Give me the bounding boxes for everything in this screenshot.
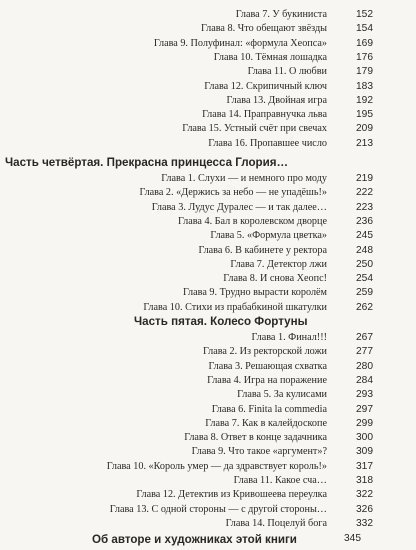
- page-number: 236: [356, 215, 373, 227]
- toc-entry[interactable]: [182, 287, 373, 299]
- chapter-title: Глава 9. Трудно вырасти королём: [182, 287, 327, 299]
- chapter-title: Глава 5. За кулисами: [237, 389, 327, 401]
- page-number: 183: [356, 80, 373, 92]
- chapter-title: Глава 16. Пропавшее число: [208, 137, 327, 149]
- page-number: 209: [356, 123, 373, 135]
- chapter-title: Глава 8. Ответ в конце задачника: [184, 432, 327, 444]
- chapter-title: Глава 13. Двойная игра: [226, 94, 327, 106]
- page-number: 267: [356, 332, 373, 343]
- page-number: 293: [356, 389, 373, 401]
- toc-entry[interactable]: [247, 66, 373, 78]
- toc-entry[interactable]: [151, 201, 373, 213]
- chapter-title: Глава 14. Поцелуй бога: [225, 517, 327, 529]
- chapter-title: Глава 5. «Формула цветка»: [210, 230, 327, 242]
- page-number: 326: [356, 503, 373, 515]
- chapter-title: Глава 3. Лудус Дуралес — и так далее…: [151, 201, 327, 213]
- page-number: 254: [356, 273, 373, 285]
- toc-entry[interactable]: [198, 244, 373, 256]
- page-number: 152: [356, 9, 373, 20]
- page-number: 297: [356, 403, 373, 415]
- toc-entry-about-authors[interactable]: [92, 533, 361, 546]
- toc-entry[interactable]: [208, 360, 373, 372]
- toc-entry[interactable]: [136, 489, 373, 501]
- chapter-title: Глава 9. Что такое «аргумент»?: [191, 446, 327, 458]
- toc-entry[interactable]: [153, 37, 373, 49]
- chapter-title: Глава 8. И снова Хеопс!: [223, 273, 327, 285]
- toc-entry[interactable]: [237, 389, 373, 401]
- page-number: 195: [356, 109, 373, 121]
- chapter-title: Глава 2. «Держись за небо — не упадёшь!»: [139, 187, 327, 199]
- chapter-title: Глава 1. Слухи — и немного про моду: [161, 173, 327, 184]
- page-number: 299: [356, 417, 373, 429]
- page-number: 223: [356, 201, 373, 213]
- chapter-title: Глава 7. У букиниста: [235, 9, 327, 20]
- chapter-title: Глава 12. Детектив из Кривошеева переулка: [136, 489, 327, 501]
- chapter-title: Глава 10. Стихи из прабабкиной шкатулки: [143, 301, 327, 313]
- toc-entry[interactable]: [205, 417, 373, 429]
- chapter-title: Глава 6. Finita la commedia: [211, 403, 327, 415]
- page-number: 277: [356, 346, 373, 358]
- chapter-title: Глава 7. Детектор лжи: [230, 258, 327, 270]
- toc-entry[interactable]: [223, 273, 373, 285]
- toc-entry[interactable]: [235, 9, 373, 20]
- page-number: 259: [356, 287, 373, 299]
- page-number: 219: [356, 173, 373, 184]
- page-number: 213: [356, 137, 373, 149]
- toc-entry[interactable]: [143, 301, 373, 313]
- toc-entry[interactable]: [202, 109, 373, 121]
- chapter-title: Глава 7. Как в калейдоскопе: [205, 417, 327, 429]
- toc-entry[interactable]: [109, 503, 373, 515]
- toc-entry[interactable]: [184, 432, 373, 444]
- page-number: 318: [356, 475, 373, 486]
- page-number: 250: [356, 258, 373, 270]
- toc-entry[interactable]: [207, 374, 373, 386]
- toc-entry[interactable]: [213, 51, 373, 63]
- toc-entry[interactable]: [230, 258, 373, 270]
- page-number: 248: [356, 244, 373, 256]
- toc-entry[interactable]: [210, 230, 373, 242]
- toc-entry[interactable]: [191, 446, 373, 458]
- page-number: 192: [356, 94, 373, 106]
- toc-entry[interactable]: [211, 403, 373, 415]
- page-number: 309: [356, 446, 373, 458]
- page-number: 176: [356, 51, 373, 63]
- chapter-title: Глава 4. Бал в королевском дворце: [178, 215, 327, 227]
- page-number: 154: [356, 23, 373, 35]
- page-number: 280: [356, 360, 373, 372]
- chapter-title: Глава 14. Праправнучка льва: [202, 109, 327, 121]
- chapter-title: Глава 10. «Король умер — да здравствует король!»: [106, 460, 327, 472]
- toc-entry[interactable]: [204, 80, 373, 92]
- toc-entry[interactable]: [178, 215, 373, 227]
- toc-entry[interactable]: [226, 94, 373, 106]
- chapter-title: Глава 8. Что обещают звёзды: [201, 23, 327, 35]
- toc-entry[interactable]: [208, 137, 373, 149]
- part-title: Часть пятая. Колесо Фортуны: [134, 315, 308, 328]
- page-number: 322: [356, 489, 373, 501]
- toc-entry[interactable]: [201, 23, 373, 35]
- page-number: 169: [356, 37, 373, 49]
- page-number: 345: [344, 533, 361, 544]
- toc-entry[interactable]: [233, 475, 373, 486]
- toc-entry[interactable]: [106, 460, 373, 472]
- chapter-title: Глава 13. С одной стороны — с другой стороны…: [109, 503, 327, 515]
- page-number: 317: [356, 460, 373, 472]
- page-number: 332: [356, 517, 373, 529]
- toc-entry[interactable]: [161, 173, 373, 184]
- toc-entry[interactable]: [182, 123, 373, 135]
- page-number: 300: [356, 432, 373, 444]
- chapter-title: Глава 3. Решающая схватка: [208, 360, 327, 372]
- chapter-title: Глава 2. Из ректорской ложи: [203, 346, 327, 358]
- toc-entry[interactable]: [251, 332, 373, 343]
- page-number: 222: [356, 187, 373, 199]
- chapter-title: Глава 4. Игра на поражение: [207, 374, 327, 386]
- chapter-title: Об авторе и художниках этой книги: [92, 533, 297, 546]
- page-number: 284: [356, 374, 373, 386]
- toc-entry[interactable]: [139, 187, 373, 199]
- chapter-title: Глава 15. Устный счёт при свечах: [182, 123, 327, 135]
- chapter-title: Глава 11. Какое сча…: [233, 475, 327, 486]
- page-number: 262: [356, 301, 373, 313]
- chapter-title: Глава 6. В кабинете у ректора: [198, 244, 327, 256]
- chapter-title: Глава 12. Скрипичный ключ: [204, 80, 327, 92]
- toc-entry[interactable]: [203, 346, 373, 358]
- part-title: Часть четвёртая. Прекрасна принцесса Глория…: [5, 156, 289, 169]
- toc-entry[interactable]: [225, 517, 373, 529]
- page-number: 245: [356, 230, 373, 242]
- chapter-title: Глава 9. Полуфинал: «формула Хеопса»: [153, 37, 327, 49]
- chapter-title: Глава 1. Финал!!!: [251, 332, 327, 343]
- page-number: 179: [356, 66, 373, 78]
- chapter-title: Глава 11. О любви: [247, 66, 327, 78]
- chapter-title: Глава 10. Тёмная лошадка: [213, 51, 327, 63]
